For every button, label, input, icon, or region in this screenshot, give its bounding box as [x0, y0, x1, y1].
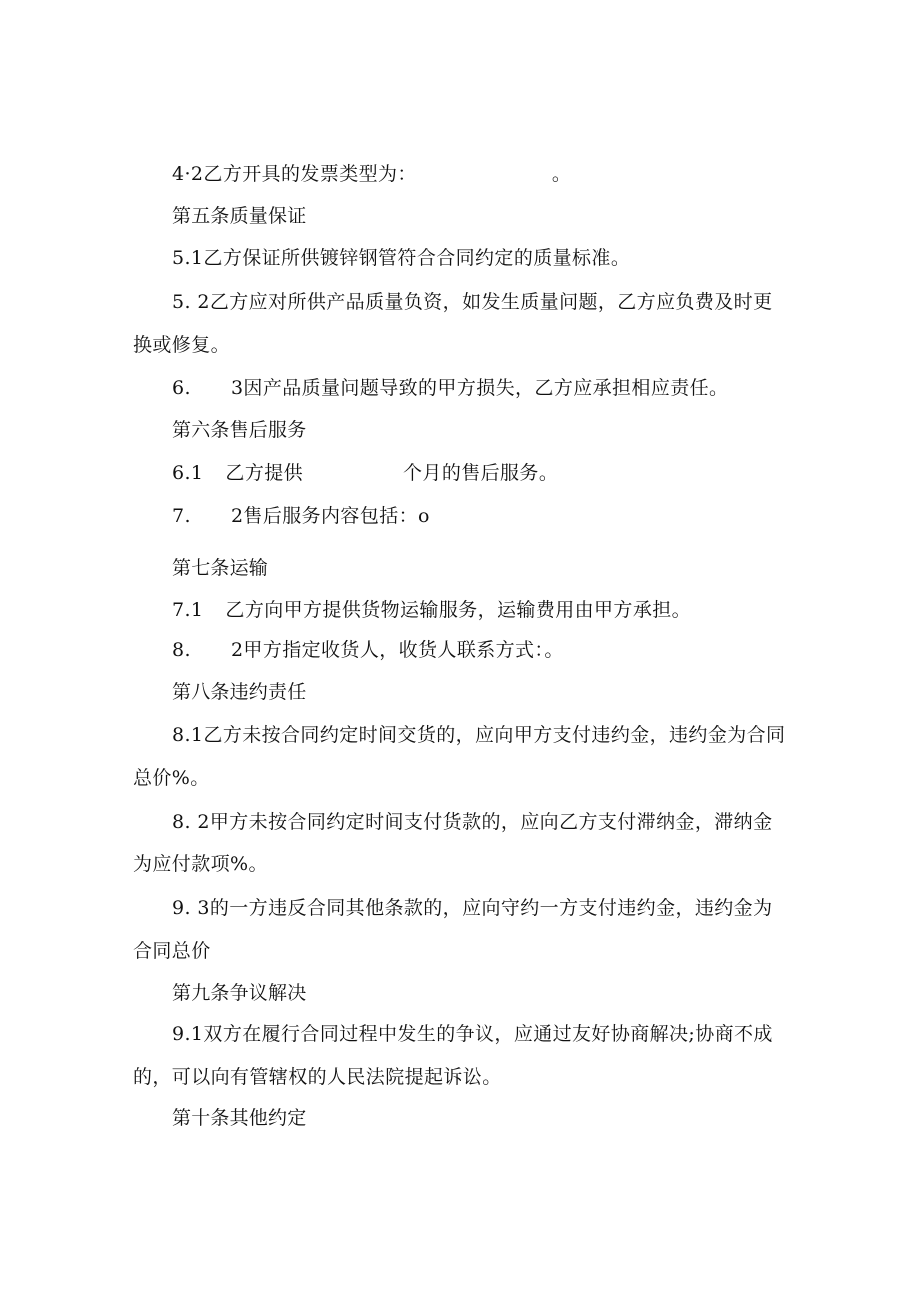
clause-text: 2甲方指定收货人，收货人联系方式：。 [230, 639, 564, 661]
clause-8-2-line1 [172, 810, 837, 834]
clause-end: 。 [551, 163, 572, 185]
clause-5-2-line2: 换或修复。 [133, 334, 231, 356]
clause-number: 7. [172, 505, 191, 527]
clause-text: 2售后服务内容包括：o [230, 505, 430, 527]
heading-article-6: 第六条售后服务 [172, 419, 307, 441]
clause-8-1-line1: 8.1乙方未按合同约定时间交货的，应向甲方支付违约金，违约金为合同 [172, 724, 786, 746]
clause-text: 3因产品质量问题导致的甲方损失，乙方应承担相应责任。 [230, 377, 729, 399]
clause-number: 7.1 [172, 599, 204, 621]
clause-number: 9. [172, 897, 191, 919]
clause-text-b: 个月的售后服务。 [403, 462, 559, 484]
clause-text: 3的一方违反合同其他条款的，应向守约一方支付违约金，违约金为 [197, 897, 773, 919]
heading-article-8: 第八条违约责任 [172, 681, 307, 703]
heading-article-10: 第十条其他约定 [172, 1107, 307, 1129]
clause-5-2-line1 [172, 290, 837, 314]
clause-4-2 [172, 162, 837, 186]
clause-8-1-line2: 总价%。 [133, 767, 210, 789]
heading-article-5: 第五条质量保证 [172, 205, 307, 227]
heading-article-7: 第七条运输 [172, 557, 269, 579]
clause-number: 6.1 [172, 462, 204, 484]
clause-9-1-line1: 9.1双方在履行合同过程中发生的争议，应通过友好协商解决;协商不成 [172, 1023, 773, 1045]
clause-7-1 [172, 598, 837, 622]
clause-number: 5. [172, 291, 191, 313]
clause-5-1: 5.1乙方保证所供镀锌钢管符合合同约定的质量标准。 [172, 247, 631, 269]
clause-text: 2乙方应对所供产品质量负资，如发生质量问题，乙方应负费及时更 [197, 291, 773, 313]
clause-number: 6. [172, 377, 191, 399]
heading-article-9: 第九条争议解决 [172, 982, 307, 1004]
clause-number: 8. [172, 811, 191, 833]
clause-text: 乙方向甲方提供货物运输服务，运输费用由甲方承担。 [225, 599, 692, 621]
clause-7-2 [172, 638, 837, 662]
clause-6-1 [172, 461, 837, 485]
clause-8-2-line2: 为应付款项%。 [133, 853, 268, 875]
clause-text-a: 乙方提供 [225, 462, 304, 484]
clause-text: 乙方开具的发票类型为： [203, 163, 417, 185]
clause-number: 8. [172, 639, 191, 661]
clause-9-1-line2: 的，可以向有管辖权的人民法院提起诉讼。 [133, 1066, 502, 1088]
clause-8-3-line2: 合同总价 [133, 940, 211, 962]
clause-text: 2甲方未按合同约定时间支付货款的，应向乙方支付滞纳金，滞纳金 [197, 811, 773, 833]
clause-6-2 [172, 504, 837, 528]
clause-8-3-line1 [172, 896, 837, 920]
clause-5-3 [172, 376, 837, 400]
clause-number: 4·2 [172, 163, 204, 185]
